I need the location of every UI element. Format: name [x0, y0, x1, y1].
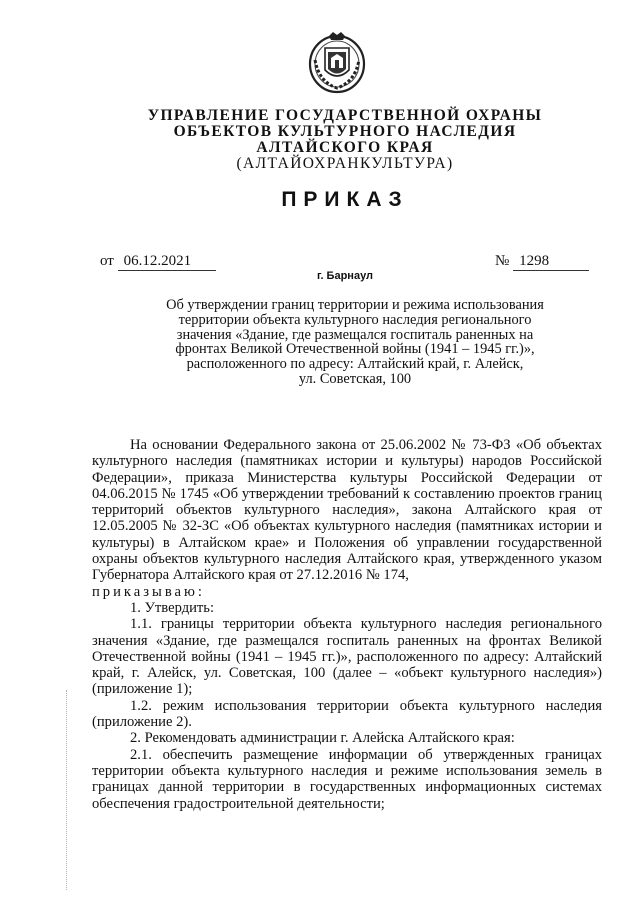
date-value: 06.12.2021	[118, 253, 216, 271]
order-body	[92, 437, 602, 812]
date-label: от	[100, 253, 114, 269]
subject-line: расположенного по адресу: Алтайский край, г. Алейск,	[186, 356, 524, 373]
item-2-1: 2.1. обеспечить размещение информации об утвержденных границах территории объекта культурного наследия и режиме использования земель в границах данной территории в государственных информационных системах обеспечения градостроительной деятельности;	[92, 746, 602, 812]
city-label: г. Барнаул	[316, 270, 374, 282]
number-field	[495, 253, 589, 271]
item-2: 2. Рекомендовать администрации г. Алейска Алтайского края:	[130, 730, 515, 747]
preamble-paragraph: На основании Федерального закона от 25.06.2002 № 73-ФЗ «Об объектах культурного наследия (памятниках истории и культуры) народов Российской Федерации», приказа Министерства культуры Российской Федерации от 04.06.2015 № 1745 «Об утверждении требований к составлению проектов границ территорий объектов культурного наследия», закона Алтайского края от 12.05.2005 № 32-ЗС «Об объектах культурного наследия (памятниках истории и культуры) в Алтайском крае» и Положения об управлении государственной охраны объектов культурного наследия Алтайского края, утвержденного указом Губернатора Алтайского края от 27.12.2016 № 174, приказываю:	[92, 437, 602, 600]
org-name-line-2: ОБЪЕКТОВ КУЛЬТУРНОГО НАСЛЕДИЯ	[173, 123, 517, 140]
number-value: 1298	[513, 253, 589, 271]
subject-line: фронтах Великой Отечественной войны (1941 – 1945 гг.)»,	[175, 341, 535, 358]
item-1-2: 1.2. режим использования территории объекта культурного наследия (приложение 2).	[92, 697, 602, 731]
subject-line: территории объекта культурного наследия регионального	[178, 311, 532, 328]
org-name-line-3: АЛТАЙСКОГО КРАЯ	[256, 139, 434, 156]
org-short-name: (АЛТАЙОХРАНКУЛЬТУРА)	[236, 155, 454, 172]
doc-type-title: ПРИКАЗ	[281, 188, 409, 211]
date-field	[100, 253, 216, 271]
scan-margin-mark	[66, 690, 68, 890]
order-subject	[135, 298, 575, 387]
subject-line: значения «Здание, где размещался госпиталь раненных на	[176, 326, 534, 343]
item-1-1: 1.1. границы территории объекта культурного наследия регионального значения «Здание, где размещался госпиталь раненных на фронтах Великой Отечественной войны (1941 – 1945 гг.)», расположенного по адресу: Алтайский край, г. Алейск, ул. Советская, 100 (далее – «объект культурного наследия») (приложение 1);	[92, 616, 602, 698]
item-1: 1. Утвердить:	[130, 599, 215, 616]
order-word: приказываю:	[92, 583, 205, 600]
subject-line: ул. Советская, 100	[298, 370, 412, 387]
subject-line: Об утверждении границ территории и режима использования	[166, 297, 544, 313]
number-label: №	[495, 253, 510, 269]
coat-of-arms-emblem	[307, 30, 367, 94]
org-name-line-1: УПРАВЛЕНИЕ ГОСУДАРСТВЕННОЙ ОХРАНЫ	[147, 107, 543, 124]
